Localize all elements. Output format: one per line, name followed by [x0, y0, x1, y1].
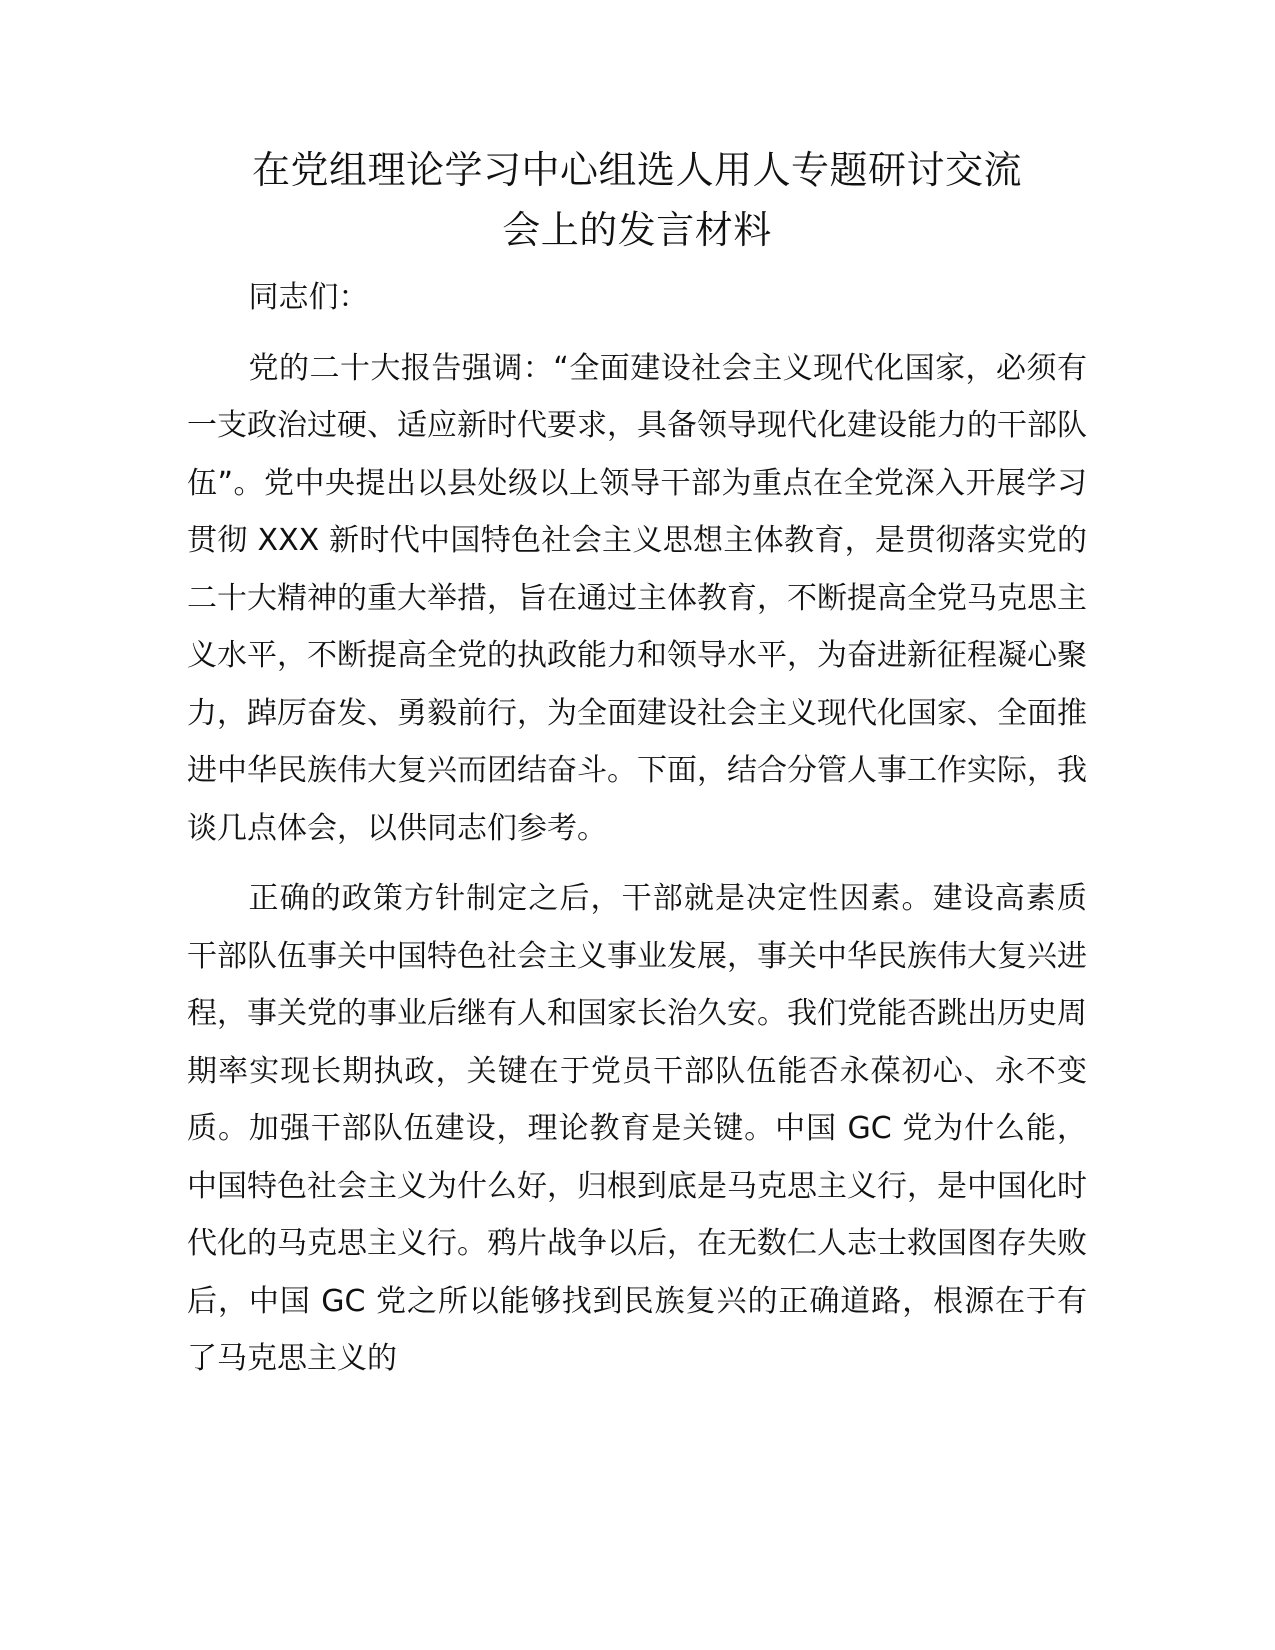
- title-line-2: 会上的发言材料: [502, 208, 772, 252]
- title-line-1: 在党组理论学习中心组选人用人专题研讨交流: [251, 148, 1022, 192]
- salutation: 同志们：: [248, 280, 369, 315]
- document-body: [187, 140, 1087, 1388]
- document-title: [187, 140, 1087, 260]
- paragraph-2: 正确的政策方针制定之后，干部就是决定性因素。建设高素质干部队伍事关中国特色社会主义事业发展，事关中华民族伟大复兴进程，事关党的事业后继有人和国家长治久安。我们党能否跳出历史周期率实现长期执政，关键在于党员干部队伍能否永葆初心、永不变质。加强干部队伍建设，理论教育是关键。中国 GC 党为什么能，中国特色社会主义为什么好，归根到底是马克思主义行，是中国化时代化的马克思主义行。鸦片战争以后，在无数仁人志士救国图存失败后，中国 GC 党之所以能够找到民族复兴的正确道路，根源在于有了马克思主义的: [187, 881, 1087, 1376]
- paragraph-1: 党的二十大报告强调：“全面建设社会主义现代化国家，必须有一支政治过硬、适应新时代要求，具备领导现代化建设能力的干部队伍”。党中央提出以县处级以上领导干部为重点在全党深入开展学习贯彻 XXX 新时代中国特色社会主义思想主体教育，是贯彻落实党的二十大精神的重大举措，旨在通过主体教育，不断提高全党马克思主义水平，不断提高全党的执政能力和领导水平，为奋进新征程凝心聚力，踔厉奋发、勇毅前行，为全面建设社会主义现代化国家、全面推进中华民族伟大复兴而团结奋斗。下面，结合分管人事工作实际，我谈几点体会，以供同志们参考。: [187, 350, 1087, 846]
